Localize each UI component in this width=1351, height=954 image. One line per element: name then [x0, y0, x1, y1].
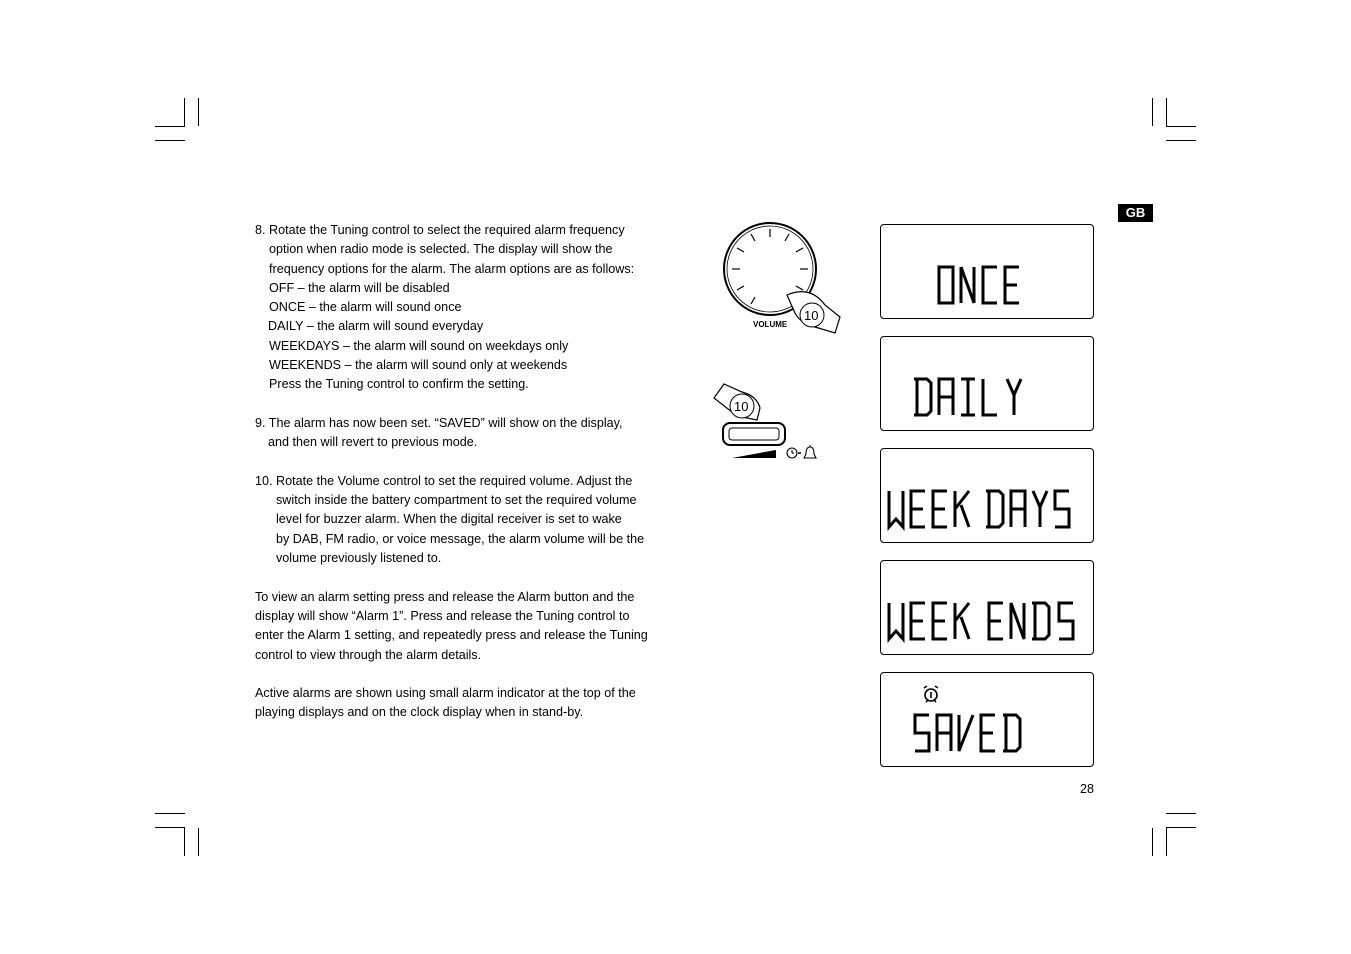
step8-line: frequency options for the alarm. The alarm options are as follows: [269, 261, 635, 276]
crop-mark [1166, 140, 1196, 141]
crop-mark [155, 140, 185, 141]
step8-line: WEEKDAYS – the alarm will sound on weekdays only [269, 338, 569, 353]
volume-step-number: 10 [804, 308, 819, 323]
step8-line: Press the Tuning control to confirm the setting. [269, 377, 529, 392]
view-alarm-line: display will show “Alarm 1”. Press and release the Tuning control to [255, 608, 630, 623]
step10-line: by DAB, FM radio, or voice message, the alarm volume will be the [276, 531, 645, 546]
lcd-display-weekdays [880, 448, 1094, 543]
step8-line: OFF – the alarm will be disabled [269, 280, 450, 295]
crop-mark [1166, 98, 1167, 126]
crop-mark [155, 126, 185, 127]
alarm-step-number: 10 [734, 399, 749, 414]
crop-mark [198, 98, 199, 126]
crop-mark [1166, 827, 1196, 828]
step9-line: and then will revert to previous mode. [268, 435, 478, 450]
crop-mark [1166, 828, 1167, 856]
page-number: 28 [1080, 782, 1095, 796]
step10-line: volume previously listened to. [276, 551, 442, 566]
step10-line: level for buzzer alarm. When the digital receiver is set to wake [276, 512, 622, 527]
alarm-indicator-icon [924, 686, 938, 702]
crop-mark [155, 813, 185, 814]
crop-mark [1166, 813, 1196, 814]
alarm-button-illustration [712, 380, 827, 465]
alarm-clock-icon [787, 448, 797, 458]
view-alarm-line: enter the Alarm 1 setting, and repeatedly press and release the Tuning [255, 628, 648, 643]
crop-mark [184, 828, 185, 856]
bell-icon [804, 445, 816, 458]
crop-mark [1166, 126, 1196, 127]
step8-line: option when radio mode is selected. The display will show the [269, 242, 613, 257]
volume-label: VOLUME [753, 320, 788, 329]
crop-mark [198, 828, 199, 856]
step8-line: ONCE – the alarm will sound once [269, 300, 462, 315]
instructions [255, 221, 675, 723]
step10-line: 10. Rotate the Volume control to set the required volume. Adjust the [255, 473, 633, 488]
step8-line: DAILY – the alarm will sound everyday [268, 319, 484, 334]
step8-line: 8. Rotate the Tuning control to select the required alarm frequency [255, 223, 625, 237]
lcd-display-daily [880, 336, 1094, 431]
lcd-display-saved [880, 672, 1094, 767]
step9-line: 9. The alarm has now been set. “SAVED” will show on the display, [255, 415, 623, 430]
crop-mark [1152, 98, 1153, 126]
lcd-display-once [880, 224, 1094, 319]
view-alarm-line: control to view through the alarm details. [255, 647, 482, 662]
language-badge: GB [1118, 204, 1153, 222]
step8-line: WEEKENDS – the alarm will sound only at weekends [269, 358, 568, 373]
view-alarm-line: To view an alarm setting press and release the Alarm button and the [255, 589, 635, 604]
active-alarms-line: Active alarms are shown using small alarm indicator at the top of the [255, 686, 636, 701]
crop-mark [1152, 828, 1153, 856]
active-alarms-line: playing displays and on the clock display when in stand-by. [255, 705, 584, 720]
crop-mark [155, 827, 185, 828]
crop-mark [184, 98, 185, 126]
step10-line: switch inside the battery compartment to set the required volume [276, 493, 637, 508]
lcd-display-weekends [880, 560, 1094, 655]
